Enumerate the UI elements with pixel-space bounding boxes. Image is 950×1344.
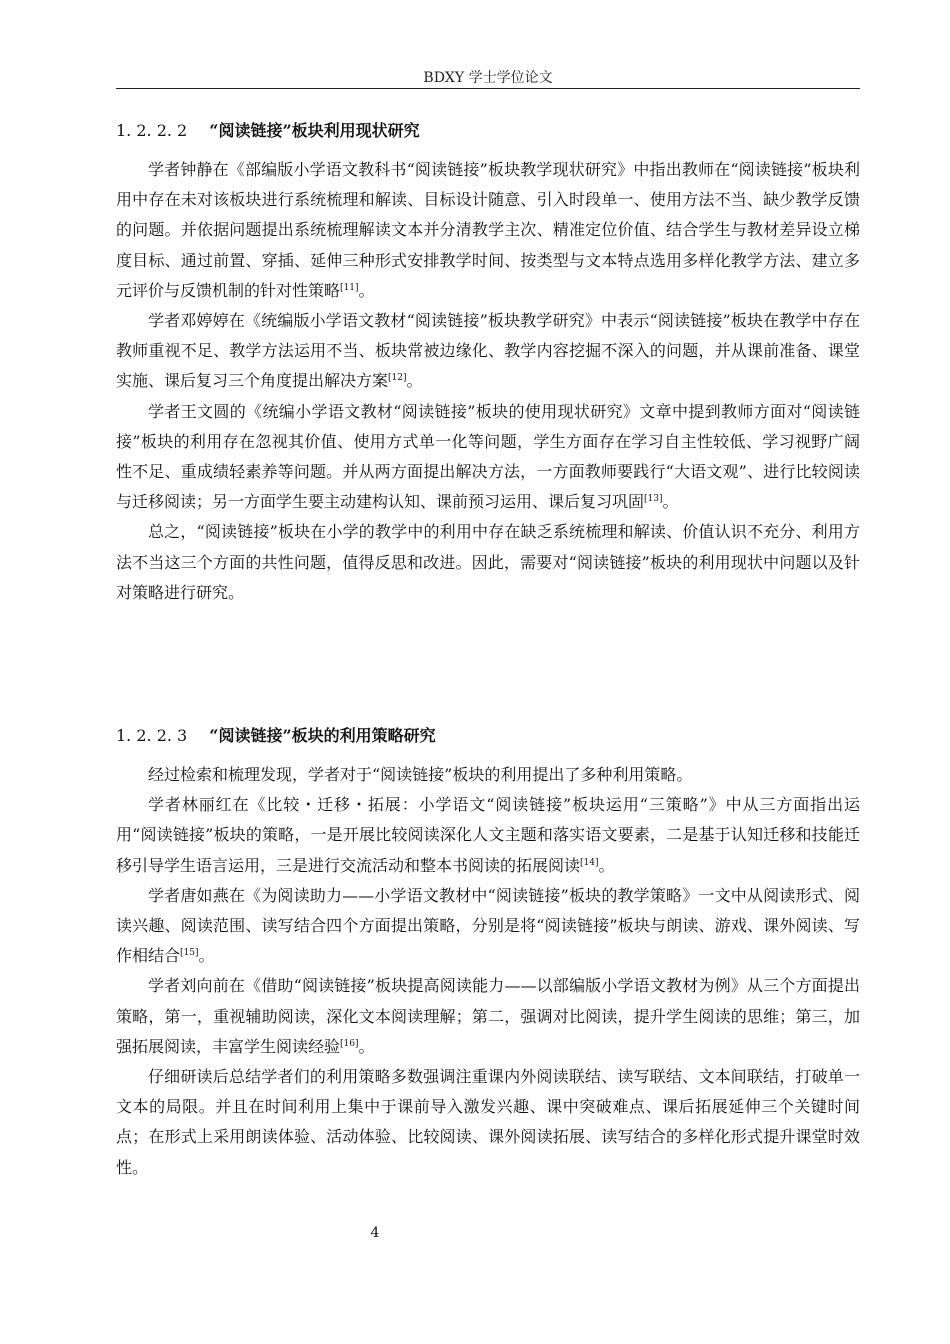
- citation-ref: [11]: [340, 282, 359, 293]
- citation-ref: [15]: [180, 948, 199, 959]
- section-title: “阅读链接”板块利用现状研究: [209, 121, 420, 140]
- paragraph: 学者王文圆的《统编小学语文教材“阅读链接”板块的使用现状研究》文章中提到教师方面对“阅读链接”板块的利用存在忽视其价值、使用方式单一化等问题，学生方面存在学习自主性较低、学习视野广阔性不足、重成绩轻素养等问题。并从两方面提出解决方法，一方面教师要践行“大语文观”、进行比较阅读与迁移阅读；另一方面学生要主动建构认知、课前预习运用、课后复习巩固[13]。: [116, 401, 860, 512]
- section-number: 1. 2. 2. 3: [116, 726, 188, 745]
- paragraph: 学者邓婷婷在《统编版小学语文教材“阅读链接”板块教学研究》中表示“阅读链接”板块在教学中存在教师重视不足、教学方法运用不当、板块常被边缘化、教学内容挖掘不深入的问题，并从课前准备、课堂实施、课后复习三个角度提出解决方案[12]。: [116, 311, 860, 391]
- paragraph: 仔细研读后总结学者们的利用策略多数强调注重课内外阅读联结、读写联结、文本间联结，打破单一文本的局限。并且在时间利用上集中于课前导入激发兴趣、课中突破难点、课后拓展延伸三个关键时间点；在形式上采用朗读体验、活动体验、比较阅读、课外阅读拓展、读写结合的多样化形式提升课堂时效性。: [116, 1067, 860, 1177]
- paragraph: 学者唐如燕在《为阅读助力——小学语文教材中“阅读链接”板块的教学策略》一文中从阅读形式、阅读兴趣、阅读范围、读写结合四个方面提出策略，分别是将“阅读链接”板块与朗读、游戏、课外阅读、写作相结合[15]。: [116, 885, 860, 966]
- citation-ref: [16]: [340, 1038, 359, 1049]
- paragraph: 总之，“阅读链接”板块在小学的教学中的利用中存在缺乏系统梳理和解读、价值认识不充分、利用方法不当这三个方面的共性问题，值得反思和改进。因此，需要对“阅读链接”板块的利用现状中问题以及针对策略进行研究。: [116, 522, 860, 602]
- section-title: “阅读链接”板块的利用策略研究: [209, 726, 436, 745]
- running-header: BDXY 学士学位论文: [423, 70, 553, 86]
- section-heading-1-2-2-3: [116, 725, 860, 747]
- page-number: 4: [370, 1225, 380, 1241]
- paragraph: 经过检索和梳理发现，学者对于“阅读链接”板块的利用提出了多种利用策略。: [148, 765, 693, 784]
- citation-ref: [14]: [580, 857, 599, 868]
- section-heading-1-2-2-2: [116, 120, 860, 142]
- section-body-1-2-2-2: [116, 155, 860, 608]
- paragraph: 学者刘向前在《借助“阅读链接”板块提高阅读能力——以部编版小学语文教材为例》从三个方面提出策略，第一，重视辅助阅读，深化文本阅读理解；第二，强调对比阅读，提升学生阅读的思维；第三，加强拓展阅读，丰富学生阅读经验[16]。: [116, 976, 860, 1056]
- header-rule: [116, 88, 860, 89]
- paragraph: 学者钟静在《部编版小学语文教科书“阅读链接”板块教学现状研究》中指出教师在“阅读链接”板块利用中存在未对该板块进行系统梳理和解读、目标设计随意、引入时段单一、使用方法不当、缺少教学反馈的问题。并依据问题提出系统梳理解读文本并分清教学主次、精准定位价值、结合学生与教材差异设立梯度目标、通过前置、穿插、延伸三种形式安排教学时间、按类型与文本特点选用多样化教学方法、建立多元评价与反馈机制的针对性策略[11]。: [116, 160, 860, 300]
- section-number: 1. 2. 2. 2: [116, 121, 188, 140]
- section-body-1-2-2-3: [116, 760, 860, 1183]
- paragraph: 学者林丽红在《比较・迁移・拓展：小学语文“阅读链接”板块运用“三策略”》中从三方面指出运用“阅读链接”板块的策略，一是开展比较阅读深化人文主题和落实语文要素，二是基于认知迁移和技能迁移引导学生语言运用，三是进行交流活动和整本书阅读的拓展阅读[14]。: [116, 795, 860, 875]
- citation-ref: [12]: [388, 373, 407, 384]
- citation-ref: [13]: [644, 494, 663, 505]
